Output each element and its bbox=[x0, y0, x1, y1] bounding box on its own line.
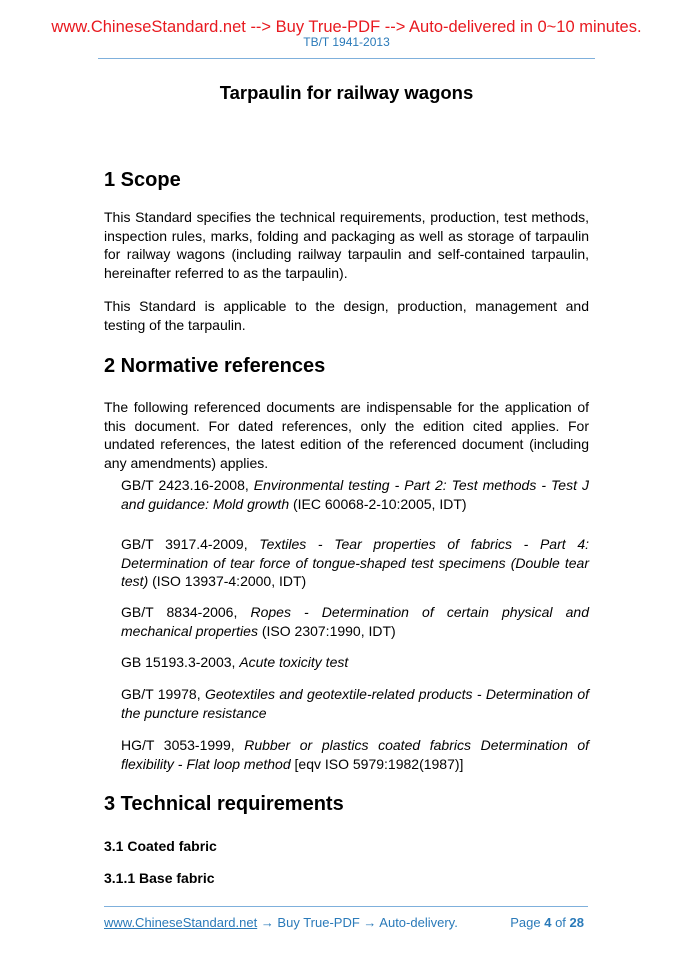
ref-code: GB/T 2423.16-2008, bbox=[121, 477, 249, 493]
footer bbox=[104, 915, 584, 930]
scope-paragraph-2: This Standard is applicable to the design, production, management and testing of the tarpaulin. bbox=[104, 298, 589, 333]
reference-item bbox=[121, 535, 589, 591]
ref-title: Acute toxicity test bbox=[239, 654, 349, 670]
reference-item bbox=[121, 476, 589, 513]
of-label: of bbox=[555, 915, 566, 930]
ref-title: Ropes - Determination of certain physical and mechanical properties bbox=[121, 604, 589, 639]
ref-code: GB/T 19978, bbox=[121, 686, 201, 702]
ref-title: Rubber or plastics coated fabrics Determination of flexibility - Flat loop method bbox=[121, 737, 590, 772]
total-pages: 28 bbox=[569, 915, 584, 930]
subsection-heading: 3.1 Coated fabric bbox=[104, 838, 217, 854]
reference-item bbox=[121, 736, 589, 773]
normative-paragraph: The following referenced documents are indispensable for the application of this document. For dated references, only the edition cited applies. For undated references, the latest edition of the referenced document (including any amendments) applies. bbox=[104, 399, 589, 472]
footer-divider bbox=[104, 906, 588, 907]
page-number: 4 bbox=[544, 915, 552, 930]
ref-code: GB 15193.3-2003, bbox=[121, 654, 236, 670]
footer-text: → Buy True-PDF → Auto-delivery. bbox=[257, 915, 458, 930]
page-indicator bbox=[510, 915, 584, 930]
ref-code: GB/T 3917.4-2009, bbox=[121, 536, 248, 552]
header-divider bbox=[98, 58, 595, 59]
page-label: Page bbox=[510, 915, 541, 930]
promo-banner[interactable]: www.ChineseStandard.net --> Buy True-PDF --> Auto-delivered in 0~10 minutes. bbox=[51, 18, 642, 36]
section-heading-scope: 1 Scope bbox=[104, 169, 181, 191]
reference-item bbox=[121, 685, 589, 722]
document-title: Tarpaulin for railway wagons bbox=[219, 82, 474, 103]
scope-paragraph-1: This Standard specifies the technical requirements, production, test methods, inspection rules, marks, folding and packaging as well as storage of tarpaulin for railway wagons (including railway tarpaulin and self-contained tarpaulin, hereinafter referred to as the tarpaulin). bbox=[104, 209, 589, 282]
ref-title: Textiles - Tear properties of fabrics - Part 4: Determination of tear force of tongue-shaped test specimens (Double tear test) bbox=[121, 536, 589, 590]
ref-tail: (IEC 60068-2-10:2005, IDT) bbox=[293, 495, 467, 512]
subsection-heading: 3.1.1 Base fabric bbox=[104, 870, 215, 886]
reference-item bbox=[121, 603, 589, 640]
ref-tail: (ISO 2307:1990, IDT) bbox=[261, 622, 396, 639]
document-number: TB/T 1941-2013 bbox=[303, 35, 390, 49]
section-heading-normative-references: 2 Normative references bbox=[104, 355, 326, 377]
ref-tail: [eqv ISO 5979:1982(1987)] bbox=[294, 755, 464, 772]
ref-title: Geotextiles and geotextile-related products - Determination of the puncture resistance bbox=[121, 686, 589, 721]
footer-link[interactable]: www.ChineseStandard.net bbox=[104, 915, 258, 930]
reference-item bbox=[121, 653, 589, 672]
ref-code: GB/T 8834-2006, bbox=[121, 604, 238, 620]
section-heading-technical-requirements: 3 Technical requirements bbox=[104, 793, 344, 815]
ref-tail: (ISO 13937-4:2000, IDT) bbox=[152, 573, 307, 590]
ref-title: Environmental testing - Part 2: Test methods - Test J and guidance: Mold growth bbox=[121, 477, 589, 512]
ref-code: HG/T 3053-1999, bbox=[121, 737, 235, 753]
